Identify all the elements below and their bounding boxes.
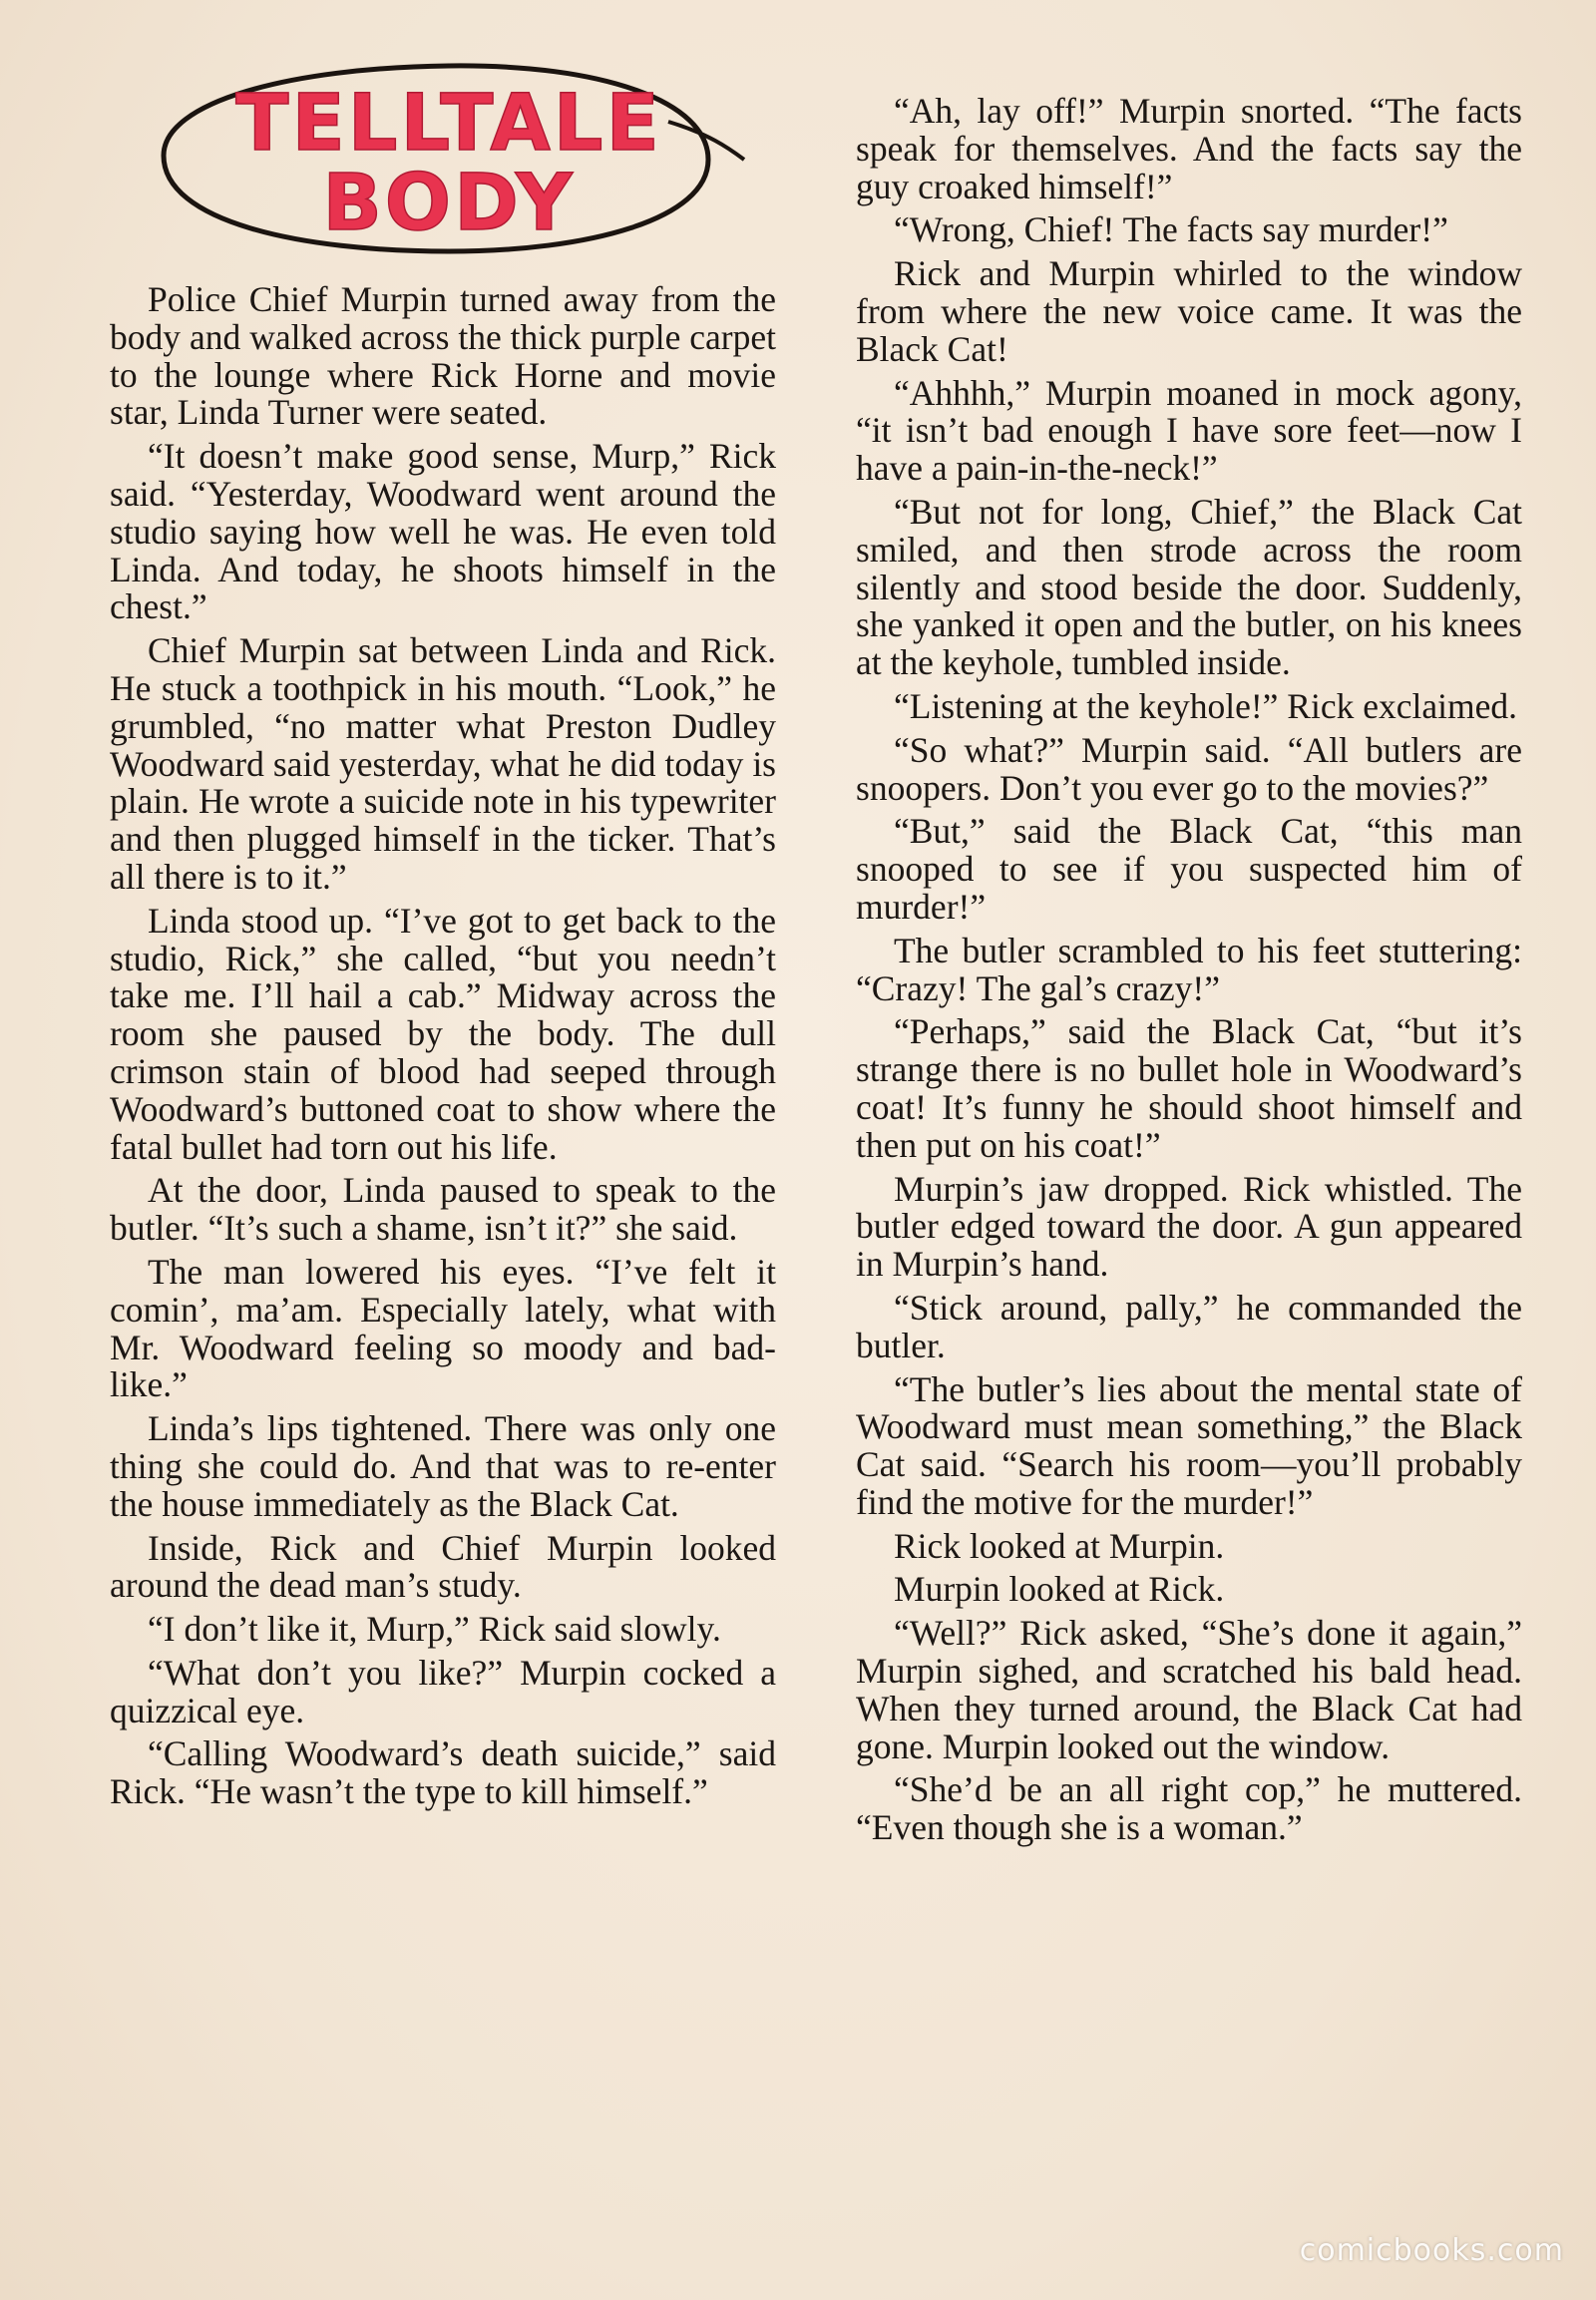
paragraph: “So what?” Murpin said. “All butlers are snoopers. Don’t you ever go to the movies?” [856,729,1522,808]
paragraph: “Ahhhh,” Murpin moaned in mock agony, “it isn’t bad enough I have sore feet—now I have a pain-in-the-neck!” [856,372,1522,489]
story-title-logo [150,52,748,263]
left-text-column [110,281,776,1817]
paragraph: “The butler’s lies about the mental state of Woodward must mean something,” the Black Cat said. “Search his room—you’ll probably find the motive for the murder!” [856,1368,1522,1522]
paragraph: “She’d be an all right cop,” he muttered. “Even though she is a woman.” [856,1769,1522,1848]
source-watermark: comicbooks.com [1299,2233,1564,2268]
title-oval [150,52,748,263]
paragraph: The man lowered his eyes. “I’ve felt it comin’, ma’am. Especially lately, what with Mr. Woodward feeling so moody and bad-like.” [110,1251,776,1405]
paragraph: “Perhaps,” said the Black Cat, “but it’s strange there is no bullet hole in Woodward’s coat! It’s funny he should shoot himself and then put on his coat!” [856,1011,1522,1165]
paragraph: The butler scrambled to his feet stuttering: “Crazy! The gal’s crazy!” [856,930,1522,1008]
paragraph: “What don’t you like?” Murpin cocked a quizzical eye. [110,1652,776,1730]
paragraph: “But,” said the Black Cat, “this man snooped to see if you suspected him of murder!” [856,811,1522,927]
paragraph: Murpin’s jaw dropped. Rick whistled. The butler edged toward the door. A gun appeared in Murpin’s hand. [856,1168,1522,1285]
paragraph: At the door, Linda paused to speak to the butler. “It’s such a shame, isn’t it?” she said. [110,1170,776,1249]
paragraph: Murpin looked at Rick. [894,1569,1225,1610]
title-line-1: TELLTALE [235,79,662,169]
paragraph: “Calling Woodward’s death suicide,” said Rick. “He wasn’t the type to kill himself.” [110,1733,776,1812]
paragraph: “I don’t like it, Murp,” Rick said slowly. [148,1609,721,1650]
paragraph: “It doesn’t make good sense, Murp,” Rick said. “Yesterday, Woodward went around the studio saying how well he was. He even told Linda. And today, he shoots himself in the chest.” [110,436,776,627]
paragraph: Rick and Murpin whirled to the window from where the new voice came. It was the Black Cat! [856,253,1522,369]
paragraph: “Listening at the keyhole!” Rick exclaimed. [894,685,1517,726]
paragraph: “Stick around, pally,” he commanded the butler. [856,1287,1522,1365]
paragraph: Linda’s lips tightened. There was only one thing she could do. And that was to re-enter the house immediately as the Black Cat. [110,1408,776,1524]
paragraph: Police Chief Murpin turned away from the body and walked across the thick purple carpet to the lounge where Rick Horne and movie star, Linda Turner were seated. [110,279,776,433]
paragraph: Inside, Rick and Chief Murpin looked around the dead man’s study. [110,1527,776,1606]
paragraph: “Well?” Rick asked, “She’s done it again,” Murpin sighed, and scratched his bald head. When they turned around, the Black Cat had gone. Murpin looked out the window. [856,1613,1522,1766]
paragraph: Linda stood up. “I’ve got to get back to the studio, Rick,” she called, “but you needn’t take me. I’ll hail a cab.” Midway across the room she paused by the body. The dull crimson stain of blood had seeped through Woodward’s buttoned coat to show where the fatal bullet had torn out his life. [110,900,776,1167]
title-line-2: BODY [322,159,576,248]
right-text-column [856,93,1522,1853]
paragraph: “But not for long, Chief,” the Black Cat smiled, and then strode across the room silently and stood beside the door. Suddenly, she yanked it open and the butler, on his knees at the keyhole, tumbled inside. [856,491,1522,683]
paragraph: Chief Murpin sat between Linda and Rick. He stuck a toothpick in his mouth. “Look,” he grumbled, “no matter what Preston Dudley Woodward said yesterday, what he did today is plain. He wrote a suicide note in his typewriter and then plugged himself in the ticker. That’s all there is to it.” [110,630,776,897]
paragraph: Rick looked at Murpin. [894,1525,1225,1566]
paragraph: “Ah, lay off!” Murpin snorted. “The facts speak for themselves. And the facts say the guy croaked himself!” [856,91,1522,206]
paragraph: “Wrong, Chief! The facts say murder!” [894,209,1448,250]
